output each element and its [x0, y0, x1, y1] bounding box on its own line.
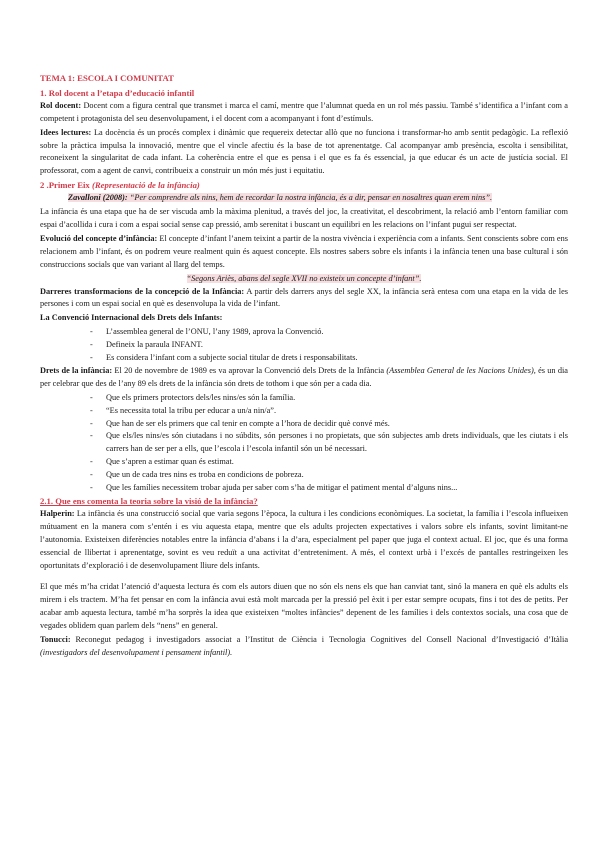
halperin-text: La infància és una construcció social que varia segons l’època, la cultura i les condicions econòmiques. La societat, la família i l’escola influeixen mútuament en la manera com s’entén i es viu aquesta etapa, mentre que els adults projecten expectatives i valors sobre els infants, sovint limitant-ne l’autonomia. Existeixen diferències notables entre la infància d’abans i la d’ara, especialment pel paper que juga el context actual. El joc, que és una forma essencial de llibertat i aprenentatge, sovint es veu reduït a una activitat d’entreteniment. A més, el context urbà i l’excés de pantalles restringeixen les oportunitats d’exploració i de desenvolupament lliure dels infants. [40, 508, 568, 570]
zavalloni-quote [40, 192, 568, 205]
tonucci-paragraph [40, 634, 568, 660]
zavalloni-author: Zavalloni (2008): [68, 193, 128, 203]
section-2-heading-em: (Representació de la infància) [91, 180, 200, 191]
idees-lectures-paragraph [40, 127, 568, 179]
convencio-heading [40, 312, 568, 325]
darreres-label: Darreres transformacions de la concepció de la Infància: [40, 286, 245, 296]
drets-em: (Assemblea General de les Nacions Unides) [386, 365, 534, 375]
aries-quote [40, 273, 568, 286]
idees-lectures-label: Idees lectures: [40, 127, 92, 137]
evolucio-text: El concepte d’infant l’anem teixint a partir de la nostra vivència i experiència com a infants. Sent conscients sobre com ens relacionem amb l’infant, és on podrem veure realment quin és aquest concepte. Els nostres sabers sobre els infants i la infància tenen una base cultural i són construccions socials que van variant al llarg del temps. [40, 233, 568, 269]
document-page [40, 72, 568, 661]
list-item: - Que les famílies necessitem trobar ajuda per saber com s’ha de mitigar el patiment mental d’alguns nins... [106, 482, 568, 495]
tonucci-em: (investigadors del desenvolupament i pensament infantil). [40, 647, 233, 657]
list-item: - Que els primers protectors dels/les nins/es són la família. [106, 392, 568, 405]
list-item: - “Es necessita total la tribu per educar a un/a nin/a”. [106, 405, 568, 418]
list-item: - L’assemblea general de l’ONU, l’any 1989, aprova la Convenció. [106, 326, 568, 339]
list-item: - Que s’apren a estimar quan és estimat. [106, 456, 568, 469]
halperin-paragraph [40, 508, 568, 573]
rol-docent-label: Rol docent: [40, 100, 82, 110]
tonucci-text: Reconegut pedagog i investigadors associat a l’Institut de Ciència i Tecnologia Cognitives del Consell Nacional d’Investigació d’Itàlia [70, 635, 568, 645]
drets-paragraph [40, 365, 568, 391]
section-2-1-heading: 2.1. Que ens comenta la teoria sobre la visió de la infància? [40, 496, 258, 506]
list-item: - Es considera l’infant com a subjecte social titular de drets i responsabilitats. [106, 352, 568, 365]
document-title: TEMA 1: ESCOLA I COMUNITAT [40, 73, 174, 83]
zavalloni-quote-text: “Per comprendre als nins, hem de recordar la nostra infància, és a dir, pensar en nosaltres quan erem nins”. [127, 193, 493, 203]
zavalloni-quote-highlight [68, 193, 492, 202]
drets-text: El 20 de novembre de 1989 es va aprovar la Convenció dels Drets de la Infància [112, 365, 387, 375]
tonucci-label: Tonucci: [40, 635, 71, 645]
evolucio-paragraph [40, 233, 568, 272]
list-item: - Que han de ser els primers que cal tenir en compte a l’hora de decidir què convé més. [106, 418, 568, 431]
darreres-paragraph [40, 286, 568, 312]
drets-label: Drets de la infància: [40, 365, 113, 375]
darreres-text: A partir dels darrers anys del segle XX, la infància serà entesa com una etapa en la vida de les persones i com un espai social en què es desenvolupa la vida de l’infant. [40, 286, 568, 309]
section-2-heading [40, 179, 568, 192]
halperin-label: Halperin: [40, 508, 75, 518]
reflection-paragraph: El que més m’ha cridat l’atenció d’aquesta lectura és com els autors diuen que no són els nens els que han canviat tant, sinó la manera en què els adults els mirem i els tractem. M’ha fet pensar en com la infància avui està molt marcada per la pressió pel èxit i per estar sempre ocupats, fins i tot des de petits. Per acabar amb aquesta lectura, també m’ha sorprès la idea que existeixen “moltes infàncies” depenent de les famílies i dels contextos socials, una cosa que de vegades oblidem quan parlem dels “nens” en general. [40, 582, 568, 631]
convencio-list [40, 326, 568, 365]
infancia-paragraph: La infància és una etapa que ha de ser viscuda amb la màxima plenitud, a través del joc, la creativitat, el descobriment, la relació amb l’entorn familiar com espai d’acollida i cura i com a espai social sense cap pressió, amb serenitat i buscant un equilibri en les relacions on l’infant pugui ser respectat. [40, 207, 568, 229]
section-1-heading: 1. Rol docent a l’etapa d’educació infantil [40, 87, 195, 98]
convencio-heading-text: La Convenció Internacional dels Drets dels Infants: [40, 313, 223, 323]
drets-list [40, 392, 568, 495]
idees-lectures-text: La docència és un procés complex i dinàmic que requereix detectar allò que no funciona i transformar-ho amb sentit pedagògic. La reflexió sobre la pràctica impulsa la innovació, mentre que el vincle afectiu és la base de tot aprenentatge. Cal acompanyar amb presència, escolta i sensibilitat, reconeixent la singularitat de cada infant. La coherència entre el que es pensa i el que es fa és essencial, ja que educar és un acte de justícia social. El professorat, com a agent de canvi, contribueix a construir un món més just i equitatiu. [40, 127, 568, 176]
section-2-heading-text: 2 .Primer Eix [40, 180, 92, 191]
rol-docent-text: Docent com a figura central que transmet i marca el camí, mentre que l’alumnat queda en un rol més passiu. També s’identifica a l’infant com a competent i protagonista del seu desenvolupament, i el docent com a acompanyant i font d’estímuls. [40, 100, 568, 123]
rol-docent-paragraph [40, 100, 568, 126]
evolucio-label: Evolució del concepte d’infància: [40, 233, 158, 243]
aries-quote-highlight: “Segons Ariès, abans del segle XVII no existeix un concepte d’infant”. [186, 273, 422, 283]
list-item: - Defineix la paraula INFANT. [106, 339, 568, 352]
list-item: - Que un de cada tres nins es troba en condicions de pobreza. [106, 469, 568, 482]
drets-text-2: , és un dia per celebrar que des de l’any 89 els drets de la infància són drets de tothom i que són per a cada dia. [40, 365, 568, 388]
list-item: - Que els/les nins/es són ciutadans i no súbdits, són persones i no propietats, que són subjectes amb drets individuals, que les ciutats i els carrers han de ser per a ells, que l’escola i l’escola infantil són un bé necessari. [106, 430, 568, 456]
